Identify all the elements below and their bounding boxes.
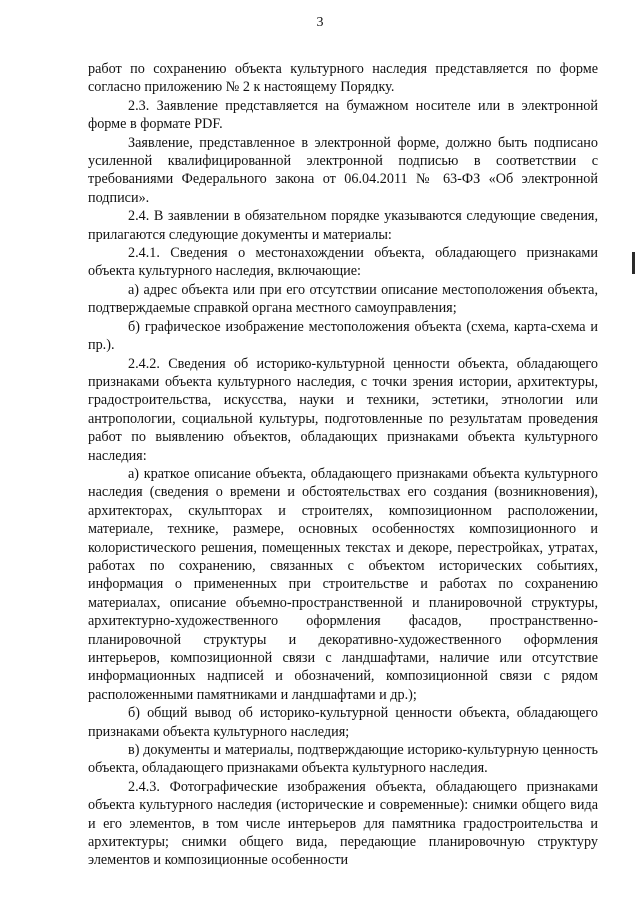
- paragraph-2-3: 2.3. Заявление представляется на бумажном носителе или в электронной форме в формате PDF.: [88, 97, 598, 133]
- paragraph-2-4-2-v: в) документы и материалы, подтверждающие историко-культурную ценность объекта, обладающего признаками объекта культурного наследия.: [88, 742, 598, 777]
- document-body: [88, 60, 598, 870]
- paragraph-2-4-1-a: а) адрес объекта или при его отсутствии описание местоположения объекта, подтверждаемые справкой органа местного самоуправления;: [88, 281, 598, 317]
- paragraph-2-4-2-b: б) общий вывод об историко-культурной ценности объекта, обладающего признаками объекта культурного наследия;: [88, 705, 598, 740]
- paragraph-2-4-2-a: а) краткое описание объекта, обладающего признаками объекта культурного наследия (сведения о времени и обстоятельствах его создания (возникновения), архитекторах, скульпторах и строителях, композиционном расположении, материале, технике, размере, основных особенностях композиционного и колористического решения, помещенных текстах и декоре, перестройках, утратах, работах по сохранению, связанных с объектом исторических событиях, информация о примененных при строительстве и работах по сохранению материалах, описание объемно-пространственной и планировочной структуры, архитектурно-художественного оформления фасадов, пространственно-планировочной структуры и декоративно-художественного оформления интерьеров, композиционной связи с ландшафтами, наличие или отсутствие информационных надписей и обозначений, композиционной связи с рядом расположенными памятниками и ландшафтами и др.);: [88, 465, 598, 703]
- paragraph-2-4: 2.4. В заявлении в обязательном порядке указываются следующие сведения, прилагаются следующие документы и материалы:: [88, 208, 598, 243]
- paragraph-continuation: работ по сохранению объекта культурного наследия представляется по форме согласно приложению № 2 к настоящему Порядку.: [88, 61, 598, 96]
- page-number: 3: [316, 15, 324, 30]
- scan-edge-mark: [632, 252, 635, 274]
- paragraph-2-4-3: 2.4.3. Фотографические изображения объекта, обладающего признаками объекта культурного наследия (исторические и современные): снимки общего вида и его элементов, в том числе интерьеров для памятника градостроительства и архитектуры; снимки общего вида, передающие планировочную структуру элементов и композиционные особенности: [88, 778, 598, 869]
- paragraph-2-4-1-b: б) графическое изображение местоположения объекта (схема, карта-схема и пр.).: [88, 318, 598, 354]
- paragraph-2-4-2: 2.4.2. Сведения об историко-культурной ценности объекта, обладающего признаками объекта культурного наследия, с точки зрения истории, архитектуры, градостроительства, искусства, науки и техники, эстетики, этнологии или антропологии, социальной культуры, подготовленные по результатам проведения работ по выявлению объектов, обладающих признаками объекта культурного наследия:: [88, 355, 598, 464]
- paragraph-2-4-1: 2.4.1. Сведения о местонахождении объекта, обладающего признаками объекта культурного наследия, включающие:: [88, 245, 598, 280]
- paragraph-electronic-signature: Заявление, представленное в электронной форме, должно быть подписано усиленной квалифицированной электронной подписью в соответствии с требованиями Федерального закона от 06.04.2011 № 63-ФЗ «Об электронной подписи».: [88, 134, 598, 206]
